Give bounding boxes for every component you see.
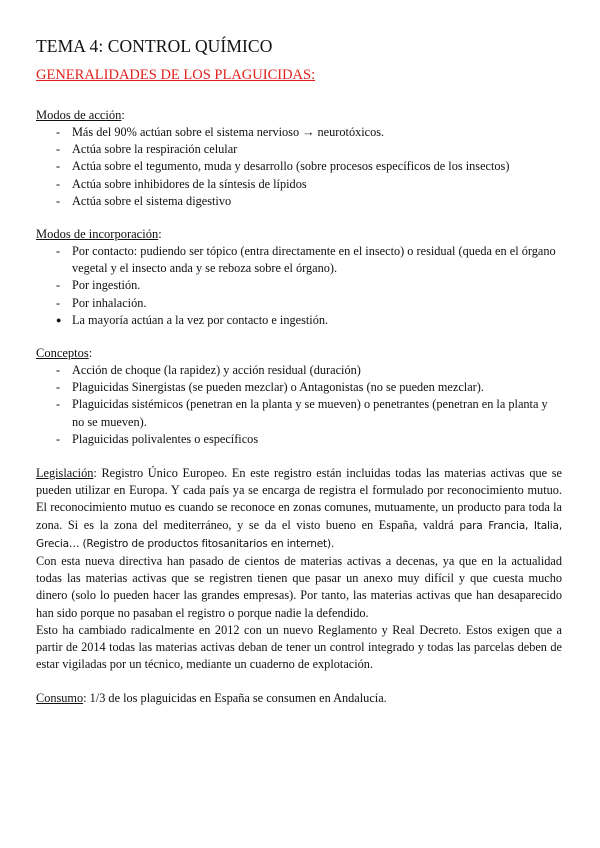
legislacion-label: Legislación — [36, 466, 94, 481]
dash-marker: - — [56, 397, 61, 412]
legislacion-tail: para Francia, Italia, Grecia… (Registro de productos fitosanitarios en internet). — [36, 519, 563, 550]
modos-accion-label: Modos de acción — [36, 108, 122, 122]
list-item — [36, 396, 562, 430]
dash-marker: - — [56, 193, 61, 208]
conceptos-heading: Conceptos: — [36, 346, 93, 361]
modos-incorporacion-list — [36, 243, 562, 329]
list-item — [36, 362, 562, 379]
list-item — [36, 277, 562, 294]
modos-incorporacion-heading: Modos de incorporación: — [36, 227, 162, 242]
conceptos-list — [36, 362, 562, 448]
list-item-text: Acción de choque (la rapidez) y acción residual (duración) — [72, 363, 361, 378]
list-item-text: Por contacto: pudiendo ser tópico (entra directamente en el insecto) o residual (queda en el órgano vegetal y el insecto anda y se reboza sobre el órgano). — [72, 244, 556, 276]
modos-accion-heading: Modos de acción: — [36, 108, 125, 122]
list-item — [36, 193, 562, 210]
page-title: TEMA 4: CONTROL QUÍMICO — [36, 36, 273, 56]
list-item-text: Actúa sobre el tegumento, muda y desarrollo (sobre procesos específicos de los insectos) — [72, 159, 510, 174]
list-item — [36, 141, 562, 158]
consumo-label: Consumo — [36, 691, 84, 706]
modos-incorporacion-label: Modos de incorporación — [36, 227, 159, 242]
directiva-paragraph: Con esta nueva directiva han pasado de cientos de materias activas a decenas, ya que en la actualidad todas las materias activas que se registren tienen que pasar un anexo muy difícil y que cuesta mucho dinero (solo lo pueden hacer las grandes empresas). Por tanto, las materias activas que han desaparecido han sido porque no pasaban el registro o porque nadie la defendido. — [36, 554, 562, 620]
list-item — [36, 176, 562, 193]
dash-marker: - — [56, 431, 61, 446]
list-item — [36, 295, 562, 312]
list-item — [36, 312, 562, 329]
consumo-paragraph — [36, 690, 562, 707]
dash-marker: - — [56, 244, 61, 259]
bullet-icon: ● — [56, 314, 62, 325]
dash-marker: - — [56, 142, 61, 157]
list-item-text: Actúa sobre inhibidores de la síntesis de lípidos — [72, 176, 307, 191]
list-item-text: Plaguicidas polivalentes o específicos — [72, 431, 259, 446]
list-item-text: Actúa sobre el sistema digestivo — [72, 193, 232, 208]
modos-accion-list — [36, 124, 562, 210]
dash-marker: - — [56, 125, 61, 139]
section-subtitle: GENERALIDADES DE LOS PLAGUICIDAS: — [36, 67, 316, 83]
list-item — [36, 124, 562, 141]
reglamento-paragraph: Esto ha cambiado radicalmente en 2012 con un nuevo Reglamento y Real Decreto. Estos exigen que a partir de 2014 todas las materias activas deban de tener un control integrado y todas las parcelas deben de estar vigiladas por un técnico, mediante un cuaderno de explotación. — [36, 622, 562, 672]
list-item-text: Por inhalación. — [72, 295, 147, 310]
list-item-text: Plaguicidas Sinergistas (se pueden mezclar) o Antagonistas (no se pueden mezclar). — [72, 380, 484, 395]
consumo-text: : 1/3 de los plaguicidas en España se consumen en Andalucía. — [83, 691, 387, 706]
dash-marker: - — [56, 380, 61, 395]
list-item-text: La mayoría actúan a la vez por contacto e ingestión. — [72, 312, 329, 327]
dash-marker: - — [56, 176, 61, 191]
conceptos-label: Conceptos — [36, 346, 89, 361]
list-item-text: Por ingestión. — [72, 278, 141, 293]
list-item-text: Plaguicidas sistémicos (penetran en la planta y se mueven) o penetrantes (penetran en la planta y no se mueven). — [72, 397, 548, 429]
list-item-text: Actúa sobre la respiración celular — [72, 142, 238, 157]
list-item — [36, 158, 562, 175]
list-item-text: Más del 90% actúan sobre el sistema nervioso → neurotóxicos. — [72, 125, 385, 139]
dash-marker: - — [56, 363, 61, 378]
dash-marker: - — [56, 278, 61, 293]
legislacion-text: : Registro Único Europeo. En este registro están incluidas todas las materias activas que se pueden utilizar en Europa. Y cada país ya se encarga de registra el formulado por reconocimiento mutuo. El reconocimiento mutuo es cuando se reconoce en zonas comunes, mutuamente, un producto para toda la zona. Si es la zona del mediterráneo, y se da el visto bueno en España, valdrá — [36, 466, 562, 532]
list-item — [36, 431, 562, 448]
list-item — [36, 243, 562, 277]
list-item — [36, 379, 562, 396]
dash-marker: - — [56, 159, 61, 174]
legislacion-paragraph — [36, 465, 562, 553]
dash-marker: - — [56, 295, 61, 310]
